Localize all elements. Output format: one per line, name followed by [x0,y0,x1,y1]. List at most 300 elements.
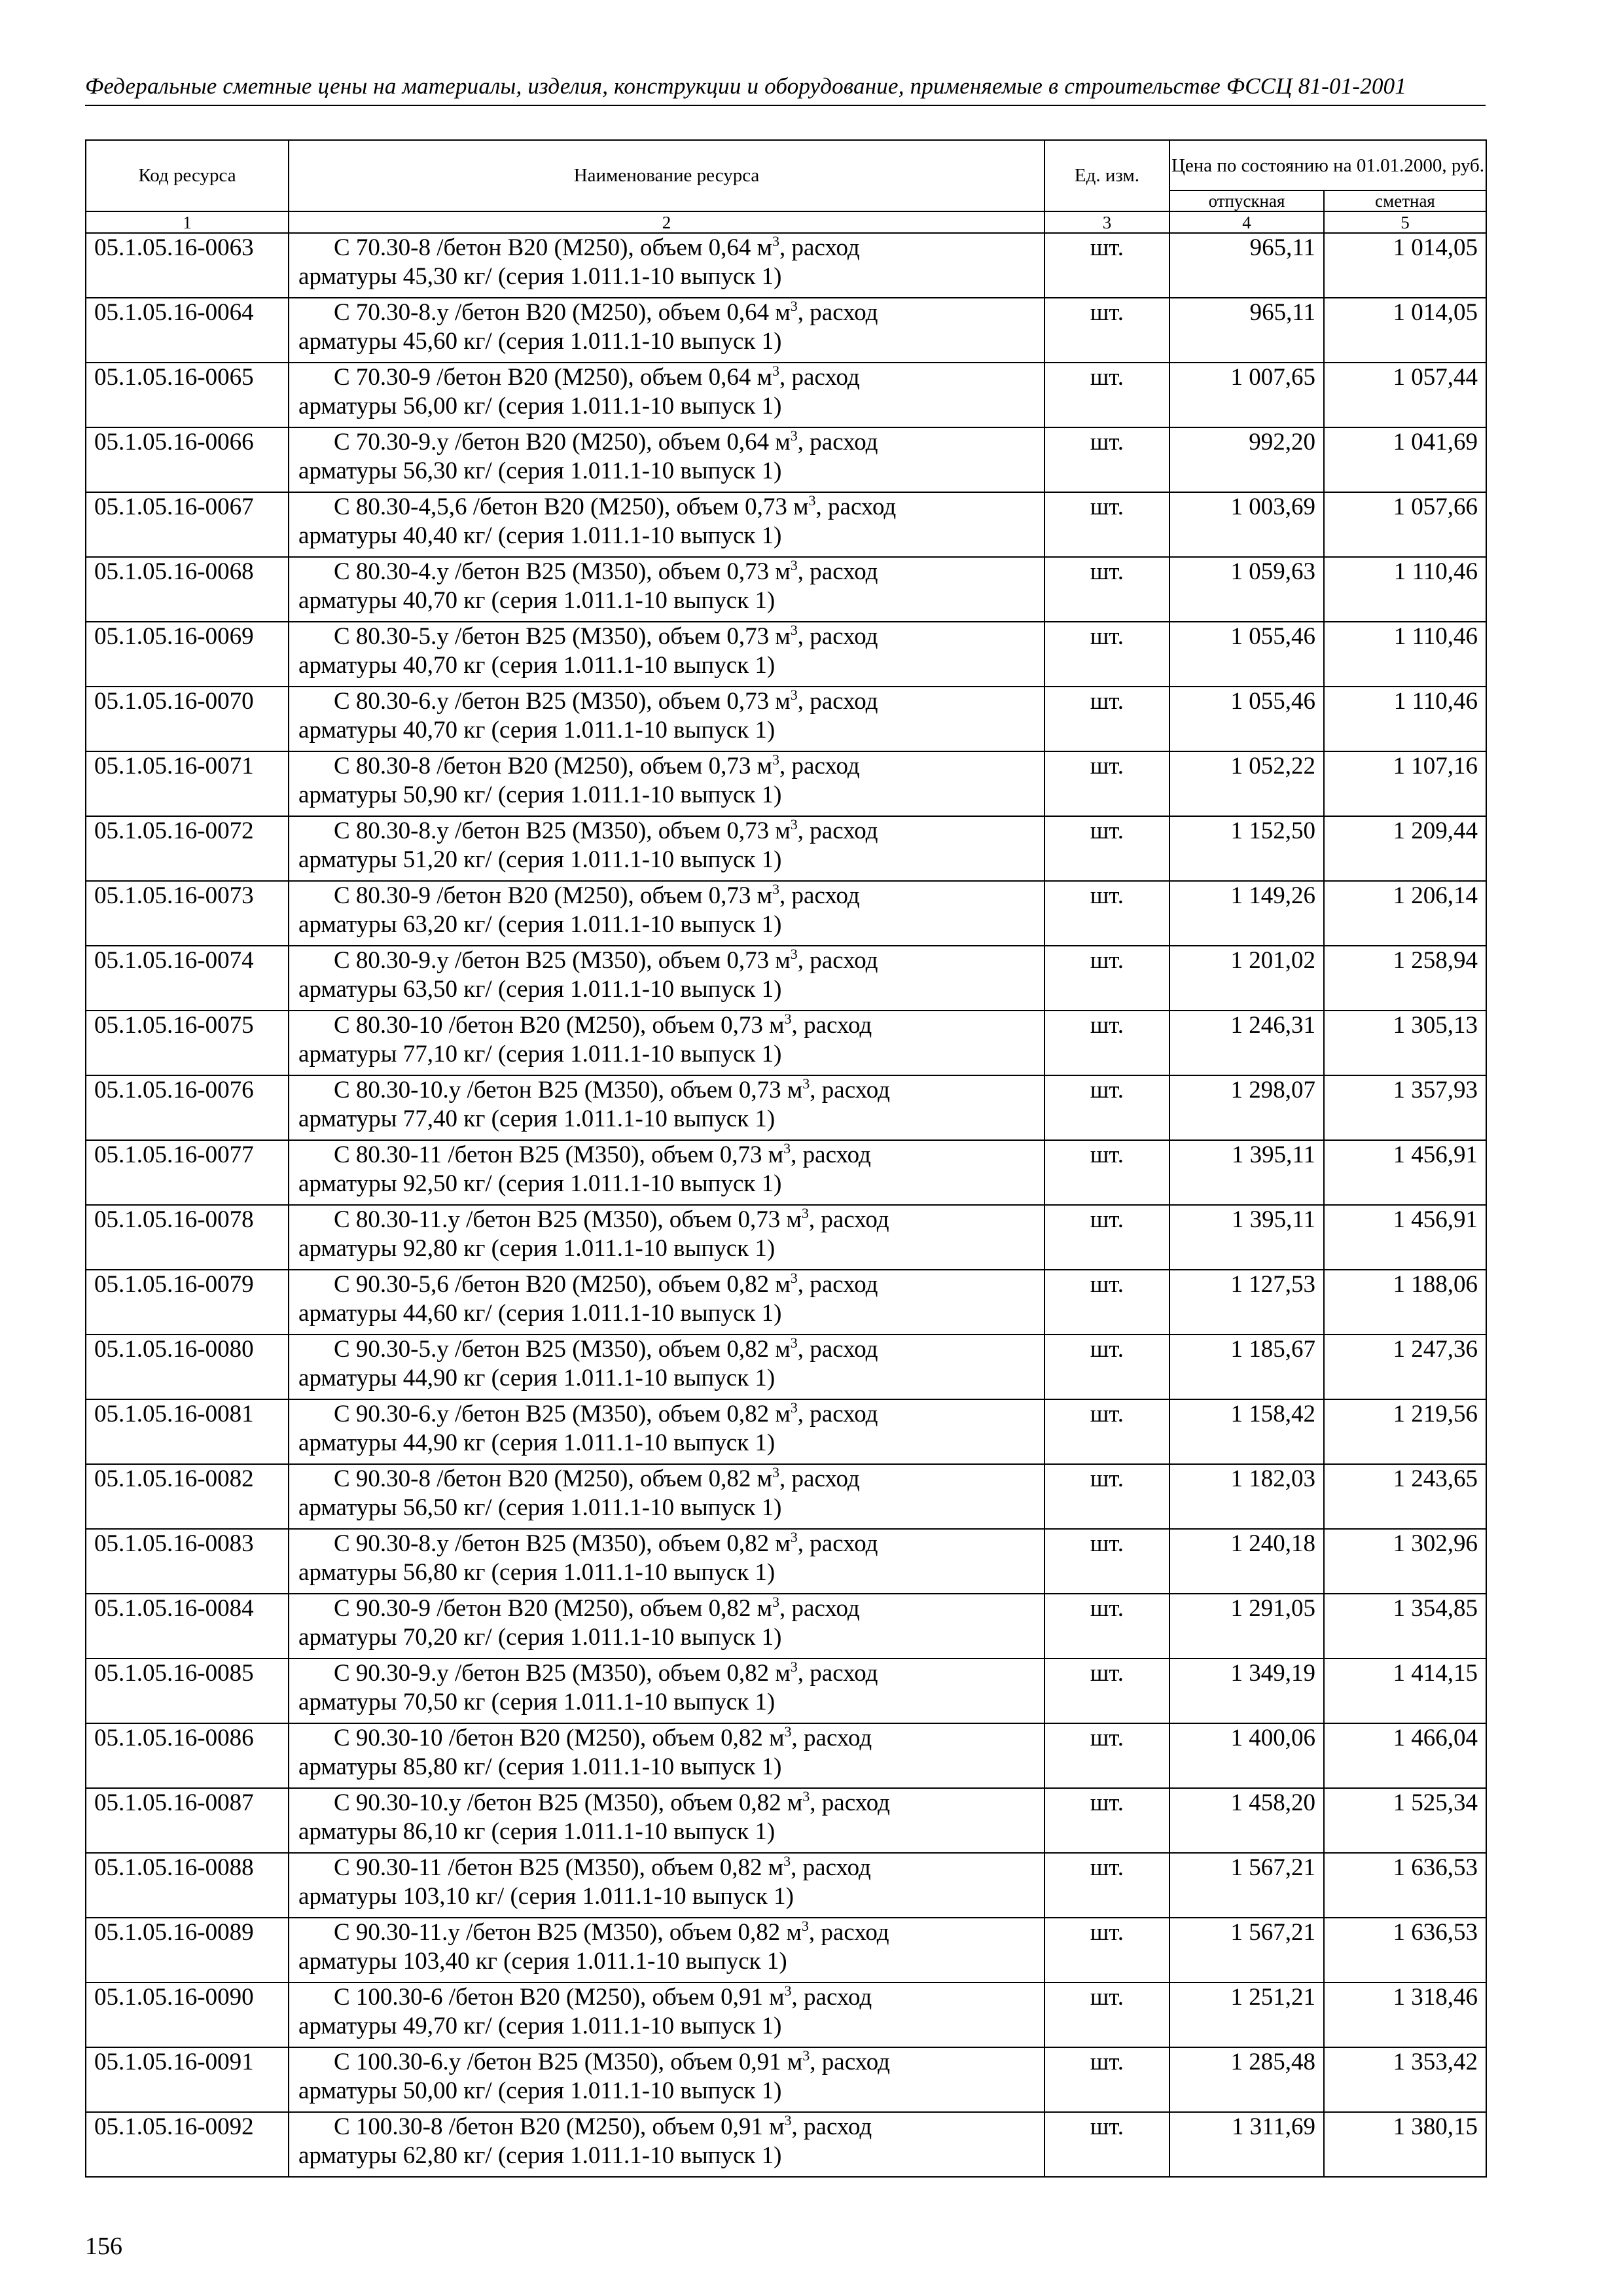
cubic-superscript: 3 [772,1594,780,1610]
resource-unit: шт. [1044,1270,1169,1335]
cubic-superscript: 3 [802,2047,810,2064]
resource-name-tail: , расход [797,299,878,326]
page-header: Федеральные сметные цены на материалы, изделия, конструкции и оборудование, применяемые в строительстве ФССЦ 81-01-2001 [85,73,1407,99]
resource-code: 05.1.05.16-0087 [86,1788,289,1853]
resource-code: 05.1.05.16-0091 [86,2047,289,2112]
resource-name [289,1982,1044,2047]
resource-name [289,1464,1044,1529]
table-row [86,751,1486,816]
resource-code: 05.1.05.16-0089 [86,1918,289,1982]
resource-name-tail: , расход [791,1141,871,1168]
table-row [86,1659,1486,1723]
resource-name-line1 [298,1530,1044,1558]
table-row [86,2112,1486,2177]
table-row [86,1723,1486,1788]
resource-name-line1 [298,2113,1044,2142]
table-row [86,1982,1486,2047]
resource-name-text: С 80.30-9 /бетон В20 (М250), объем 0,73 м [334,882,773,909]
price-release: 1 152,50 [1169,816,1324,881]
price-release: 1 185,67 [1169,1335,1324,1399]
resource-name-line2: арматуры 49,70 кг/ (серия 1.011.1-10 выпуск 1) [298,2013,782,2039]
resource-code: 05.1.05.16-0080 [86,1335,289,1399]
price-release: 1 052,22 [1169,751,1324,816]
resource-unit: шт. [1044,946,1169,1011]
table-row [86,298,1486,363]
resource-name-tail: , расход [797,1271,878,1298]
table-row [86,622,1486,687]
resource-unit: шт. [1044,2047,1169,2112]
cubic-superscript: 3 [790,622,798,638]
resource-name-text: С 90.30-9.у /бетон В25 (М350), объем 0,82 м [334,1660,791,1687]
price-estimate: 1 357,93 [1324,1075,1486,1140]
col-header-name: Наименование ресурса [289,140,1044,211]
col-number: 5 [1324,211,1486,233]
resource-name-tail: , расход [797,558,878,585]
resource-name [289,1011,1044,1075]
cubic-superscript: 3 [790,946,798,962]
price-estimate: 1 041,69 [1324,427,1486,492]
table-row [86,1918,1486,1982]
table-row [86,1140,1486,1205]
resource-name-text: С 100.30-6.у /бетон В25 (М350), объем 0,91 м [334,2049,803,2075]
resource-name-line1 [298,882,1044,910]
resource-code: 05.1.05.16-0063 [86,233,289,298]
table-row [86,881,1486,946]
price-release: 1 567,21 [1169,1918,1324,1982]
price-release: 1 567,21 [1169,1853,1324,1918]
resource-code: 05.1.05.16-0082 [86,1464,289,1529]
resource-name-tail: , расход [797,1660,878,1687]
resource-name-line1 [298,1659,1044,1688]
resource-name-text: С 90.30-10.у /бетон В25 (М350), объем 0,82 м [334,1789,803,1816]
col-number: 4 [1169,211,1324,233]
resource-name-tail: , расход [791,1854,871,1881]
resource-unit: шт. [1044,687,1169,751]
price-release: 965,11 [1169,233,1324,298]
cubic-superscript: 3 [801,1205,809,1221]
price-release: 1 285,48 [1169,2047,1324,2112]
resource-name-tail: , расход [810,2049,890,2075]
resource-unit: шт. [1044,1140,1169,1205]
resource-unit: шт. [1044,492,1169,557]
resource-name-line1 [298,363,1044,392]
resource-name-tail: , расход [797,623,878,650]
cubic-superscript: 3 [790,1335,798,1351]
resource-name-tail: , расход [779,882,860,909]
price-estimate: 1 456,91 [1324,1140,1486,1205]
resource-name-text: С 90.30-5.у /бетон В25 (М350), объем 0,82 м [334,1336,791,1363]
table-row [86,1011,1486,1075]
price-release: 1 003,69 [1169,492,1324,557]
resource-name [289,1594,1044,1659]
cubic-superscript: 3 [802,1075,810,1092]
resource-name-line1 [298,687,1044,716]
cubic-superscript: 3 [808,492,816,509]
resource-name-line1 [298,428,1044,457]
cubic-superscript: 3 [784,1982,792,1999]
resource-name-text: С 80.30-8 /бетон В20 (М250), объем 0,73 м [334,753,773,780]
resource-name-line2: арматуры 103,40 кг (серия 1.011.1-10 выпуск 1) [298,1948,787,1975]
resource-name-text: С 90.30-10 /бетон В20 (М250), объем 0,82 м [334,1725,785,1751]
price-estimate: 1 302,96 [1324,1529,1486,1594]
price-release: 1 458,20 [1169,1788,1324,1853]
resource-name [289,1723,1044,1788]
resource-name [289,1529,1044,1594]
resource-name-line2: арматуры 44,90 кг (серия 1.011.1-10 выпуск 1) [298,1365,776,1391]
resource-name [289,1399,1044,1464]
resource-name [289,687,1044,751]
resource-unit: шт. [1044,1529,1169,1594]
resource-name-tail: , расход [797,688,878,715]
price-release: 1 395,11 [1169,1205,1324,1270]
table-row [86,946,1486,1011]
resource-name-line1 [298,946,1044,975]
price-estimate: 1 525,34 [1324,1788,1486,1853]
resource-name-tail: , расход [791,1984,872,2011]
resource-name-text: С 90.30-5,6 /бетон В20 (М250), объем 0,82 м [334,1271,791,1298]
cubic-superscript: 3 [783,1140,791,1157]
price-estimate: 1 456,91 [1324,1205,1486,1270]
resource-name [289,1918,1044,1982]
resource-name-line1 [298,1983,1044,2012]
price-release: 1 055,46 [1169,622,1324,687]
resource-name-text: С 90.30-9 /бетон В20 (М250), объем 0,82 м [334,1595,773,1622]
resource-code: 05.1.05.16-0071 [86,751,289,816]
price-estimate: 1 353,42 [1324,2047,1486,2112]
resource-name-line1 [298,1206,1044,1234]
resource-name-line2: арматуры 40,70 кг (серия 1.011.1-10 выпуск 1) [298,717,776,744]
cubic-superscript: 3 [790,1270,798,1286]
resource-unit: шт. [1044,557,1169,622]
resource-name [289,1075,1044,1140]
resource-code: 05.1.05.16-0081 [86,1399,289,1464]
resource-unit: шт. [1044,1659,1169,1723]
cubic-superscript: 3 [772,233,780,249]
price-estimate: 1 219,56 [1324,1399,1486,1464]
resource-name [289,2112,1044,2177]
resource-unit: шт. [1044,1918,1169,1982]
table-row [86,492,1486,557]
resource-name-line2: арматуры 44,90 кг (серия 1.011.1-10 выпуск 1) [298,1429,776,1456]
price-estimate: 1 206,14 [1324,881,1486,946]
price-estimate: 1 014,05 [1324,233,1486,298]
price-release: 1 298,07 [1169,1075,1324,1140]
resource-name-tail: , расход [808,1206,889,1233]
resource-name-tail: , расход [791,1725,872,1751]
price-release: 1 400,06 [1169,1723,1324,1788]
price-estimate: 1 305,13 [1324,1011,1486,1075]
resource-unit: шт. [1044,1788,1169,1853]
price-estimate: 1 414,15 [1324,1659,1486,1723]
resource-name-line1 [298,234,1044,262]
cubic-superscript: 3 [772,751,780,768]
resource-name [289,492,1044,557]
resource-name-line1 [298,1011,1044,1040]
resource-name-line2: арматуры 50,00 кг/ (серия 1.011.1-10 выпуск 1) [298,2077,782,2104]
resource-name-line1 [298,493,1044,522]
resource-name-text: С 90.30-8.у /бетон В25 (М350), объем 0,82 м [334,1530,791,1557]
resource-unit: шт. [1044,622,1169,687]
resource-name [289,2047,1044,2112]
table-body [86,233,1486,2177]
price-release: 1 055,46 [1169,687,1324,751]
resource-unit: шт. [1044,233,1169,298]
price-release: 1 311,69 [1169,2112,1324,2177]
resource-name-text: С 80.30-10.у /бетон В25 (М350), объем 0,73 м [334,1077,803,1103]
table-row [86,1399,1486,1464]
resource-name-text: С 90.30-8 /бетон В20 (М250), объем 0,82 м [334,1465,773,1492]
price-estimate: 1 243,65 [1324,1464,1486,1529]
resource-name [289,233,1044,298]
table-row [86,816,1486,881]
resource-name-tail: , расход [810,1077,890,1103]
resource-unit: шт. [1044,1723,1169,1788]
resource-name-text: С 80.30-4.у /бетон В25 (М350), объем 0,73 м [334,558,791,585]
price-release: 1 059,63 [1169,557,1324,622]
table-row [86,1075,1486,1140]
resource-unit: шт. [1044,298,1169,363]
resource-name-tail: , расход [797,1336,878,1363]
resource-name [289,622,1044,687]
resource-name-line2: арматуры 86,10 кг (серия 1.011.1-10 выпуск 1) [298,1818,776,1845]
resource-name-text: С 80.30-6.у /бетон В25 (М350), объем 0,73 м [334,688,791,715]
table-row [86,2047,1486,2112]
resource-name-line2: арматуры 77,10 кг/ (серия 1.011.1-10 выпуск 1) [298,1041,782,1067]
resource-name-line1 [298,1789,1044,1818]
price-estimate: 1 057,66 [1324,492,1486,557]
price-release: 1 007,65 [1169,363,1324,427]
resource-code: 05.1.05.16-0088 [86,1853,289,1918]
price-estimate: 1 110,46 [1324,557,1486,622]
price-table [85,139,1487,2178]
resource-name-line2: арматуры 56,50 кг/ (серия 1.011.1-10 выпуск 1) [298,1494,782,1521]
table-row [86,557,1486,622]
resource-code: 05.1.05.16-0083 [86,1529,289,1594]
resource-name-line2: арматуры 44,60 кг/ (серия 1.011.1-10 выпуск 1) [298,1300,782,1327]
col-number: 3 [1044,211,1169,233]
resource-code: 05.1.05.16-0084 [86,1594,289,1659]
resource-name-text: С 80.30-9.у /бетон В25 (М350), объем 0,73 м [334,947,791,974]
price-release: 1 182,03 [1169,1464,1324,1529]
resource-name-text: С 80.30-11 /бетон В25 (М350), объем 0,73 м [334,1141,784,1168]
resource-code: 05.1.05.16-0086 [86,1723,289,1788]
price-estimate: 1 209,44 [1324,816,1486,881]
resource-code: 05.1.05.16-0066 [86,427,289,492]
resource-name-line1 [298,1918,1044,1947]
price-estimate: 1 247,36 [1324,1335,1486,1399]
resource-name [289,1788,1044,1853]
resource-name-line2: арматуры 40,70 кг (серия 1.011.1-10 выпуск 1) [298,587,776,614]
resource-name [289,1659,1044,1723]
price-estimate: 1 110,46 [1324,687,1486,751]
cubic-superscript: 3 [790,816,798,833]
resource-code: 05.1.05.16-0072 [86,816,289,881]
resource-name-tail: , расход [791,2113,872,2140]
resource-name-tail: , расход [797,1530,878,1557]
resource-code: 05.1.05.16-0077 [86,1140,289,1205]
resource-unit: шт. [1044,2112,1169,2177]
resource-name-line1 [298,1724,1044,1753]
resource-name-line1 [298,298,1044,327]
resource-name [289,1205,1044,1270]
table-row [86,687,1486,751]
header-rule [85,105,1486,106]
resource-name-tail: , расход [791,1012,872,1039]
resource-name-line2: арматуры 85,80 кг/ (серия 1.011.1-10 выпуск 1) [298,1753,782,1780]
cubic-superscript: 3 [790,557,798,573]
table-row [86,1335,1486,1399]
resource-code: 05.1.05.16-0069 [86,622,289,687]
resource-unit: шт. [1044,1982,1169,2047]
resource-name-line2: арматуры 51,20 кг/ (серия 1.011.1-10 выпуск 1) [298,846,782,873]
cubic-superscript: 3 [784,1011,792,1027]
resource-code: 05.1.05.16-0067 [86,492,289,557]
resource-name-line2: арматуры 56,00 кг/ (серия 1.011.1-10 выпуск 1) [298,393,782,420]
resource-code: 05.1.05.16-0092 [86,2112,289,2177]
resource-unit: шт. [1044,1464,1169,1529]
cubic-superscript: 3 [790,427,798,444]
resource-name [289,298,1044,363]
resource-unit: шт. [1044,1853,1169,1918]
table-row [86,233,1486,298]
price-estimate: 1 636,53 [1324,1853,1486,1918]
resource-name-line2: арматуры 56,30 кг/ (серия 1.011.1-10 выпуск 1) [298,457,782,484]
resource-code: 05.1.05.16-0074 [86,946,289,1011]
cubic-superscript: 3 [784,1723,792,1740]
resource-name-tail: , расход [779,1595,860,1622]
resource-name-line2: арматуры 63,20 кг/ (серия 1.011.1-10 выпуск 1) [298,911,782,938]
resource-name-line2: арматуры 45,60 кг/ (серия 1.011.1-10 выпуск 1) [298,328,782,355]
resource-name [289,751,1044,816]
resource-unit: шт. [1044,816,1169,881]
resource-unit: шт. [1044,1335,1169,1399]
resource-name-line2: арматуры 40,40 кг/ (серия 1.011.1-10 выпуск 1) [298,522,782,549]
price-estimate: 1 354,85 [1324,1594,1486,1659]
table-row [86,1788,1486,1853]
price-estimate: 1 318,46 [1324,1982,1486,2047]
price-estimate: 1 107,16 [1324,751,1486,816]
cubic-superscript: 3 [772,1464,780,1480]
resource-name-line2: арматуры 40,70 кг (серия 1.011.1-10 выпуск 1) [298,652,776,679]
resource-code: 05.1.05.16-0065 [86,363,289,427]
resource-name-line1 [298,558,1044,586]
resource-name [289,946,1044,1011]
resource-code: 05.1.05.16-0076 [86,1075,289,1140]
price-release: 1 349,19 [1169,1659,1324,1723]
table-row [86,1853,1486,1918]
resource-name-line1 [298,1465,1044,1494]
resource-name-text: С 90.30-6.у /бетон В25 (М350), объем 0,82 м [334,1401,791,1427]
resource-name-line1 [298,622,1044,651]
cubic-superscript: 3 [790,1659,798,1675]
price-release: 1 127,53 [1169,1270,1324,1335]
col-header-unit: Ед. изм. [1044,140,1169,211]
resource-unit: шт. [1044,751,1169,816]
resource-name-tail: , расход [797,817,878,844]
price-release: 1 291,05 [1169,1594,1324,1659]
resource-name-text: С 80.30-5.у /бетон В25 (М350), объем 0,73 м [334,623,791,650]
resource-name-tail: , расход [808,1919,889,1946]
resource-name-line1 [298,1141,1044,1170]
resource-name-line2: арматуры 70,50 кг (серия 1.011.1-10 выпуск 1) [298,1689,776,1715]
price-release: 1 246,31 [1169,1011,1324,1075]
col-header-code: Код ресурса [86,140,289,211]
resource-code: 05.1.05.16-0070 [86,687,289,751]
resource-name-text: С 70.30-9 /бетон В20 (М250), объем 0,64 м [334,364,773,391]
price-estimate: 1 258,94 [1324,946,1486,1011]
cubic-superscript: 3 [802,1788,810,1804]
cubic-superscript: 3 [772,363,780,379]
price-estimate: 1 380,15 [1324,2112,1486,2177]
resource-name-line1 [298,2048,1044,2077]
resource-name-text: С 70.30-8 /бетон В20 (М250), объем 0,64 м [334,234,773,261]
resource-name-line1 [298,1076,1044,1105]
resource-name-tail: , расход [815,493,897,520]
cubic-superscript: 3 [790,1529,798,1545]
col-number: 2 [289,211,1044,233]
resource-name-text: С 70.30-9.у /бетон В20 (М250), объем 0,64 м [334,429,791,456]
cubic-superscript: 3 [772,881,780,897]
resource-unit: шт. [1044,1594,1169,1659]
resource-name-text: С 100.30-8 /бетон В20 (М250), объем 0,91 м [334,2113,785,2140]
price-release: 965,11 [1169,298,1324,363]
col-header-price-group: Цена по состоянию на 01.01.2000, руб. [1169,140,1486,190]
resource-name-text: С 90.30-11.у /бетон В25 (М350), объем 0,82 м [334,1919,802,1946]
resource-name [289,1270,1044,1335]
resource-name-tail: , расход [797,947,878,974]
resource-name-text: С 80.30-8.у /бетон В25 (М350), объем 0,73 м [334,817,791,844]
price-estimate: 1 188,06 [1324,1270,1486,1335]
resource-name-line2: арматуры 62,80 кг/ (серия 1.011.1-10 выпуск 1) [298,2142,782,2169]
resource-name-line2: арматуры 77,40 кг (серия 1.011.1-10 выпуск 1) [298,1105,776,1132]
resource-name-line2: арматуры 56,80 кг (серия 1.011.1-10 выпуск 1) [298,1559,776,1586]
resource-name-line1 [298,752,1044,781]
resource-name [289,1140,1044,1205]
resource-name-text: С 80.30-11.у /бетон В25 (М350), объем 0,73 м [334,1206,802,1233]
resource-name-tail: , расход [779,1465,860,1492]
resource-name-line1 [298,1854,1044,1882]
resource-name-line1 [298,1594,1044,1623]
resource-name-text: С 90.30-11 /бетон В25 (М350), объем 0,82 м [334,1854,784,1881]
resource-code: 05.1.05.16-0078 [86,1205,289,1270]
col-header-price-estimate: сметная [1324,190,1486,211]
table-row [86,1270,1486,1335]
resource-name [289,363,1044,427]
table-row [86,363,1486,427]
resource-name-tail: , расход [779,364,860,391]
resource-name-text: С 100.30-6 /бетон В20 (М250), объем 0,91 м [334,1984,785,2011]
resource-name-line2: арматуры 63,50 кг/ (серия 1.011.1-10 выпуск 1) [298,976,782,1003]
resource-code: 05.1.05.16-0090 [86,1982,289,2047]
cubic-superscript: 3 [790,298,798,314]
price-estimate: 1 014,05 [1324,298,1486,363]
resource-name-line2: арматуры 103,10 кг/ (серия 1.011.1-10 выпуск 1) [298,1883,794,1910]
resource-name-line2: арматуры 92,50 кг/ (серия 1.011.1-10 выпуск 1) [298,1170,782,1197]
resource-name [289,557,1044,622]
resource-name-line2: арматуры 50,90 кг/ (серия 1.011.1-10 выпуск 1) [298,781,782,808]
resource-name [289,881,1044,946]
price-release: 1 251,21 [1169,1982,1324,2047]
resource-name [289,816,1044,881]
resource-code: 05.1.05.16-0068 [86,557,289,622]
table-row [86,1464,1486,1529]
col-header-price-release: отпускная [1169,190,1324,211]
price-estimate: 1 636,53 [1324,1918,1486,1982]
cubic-superscript: 3 [783,1853,791,1869]
resource-code: 05.1.05.16-0073 [86,881,289,946]
resource-name [289,427,1044,492]
price-estimate: 1 466,04 [1324,1723,1486,1788]
